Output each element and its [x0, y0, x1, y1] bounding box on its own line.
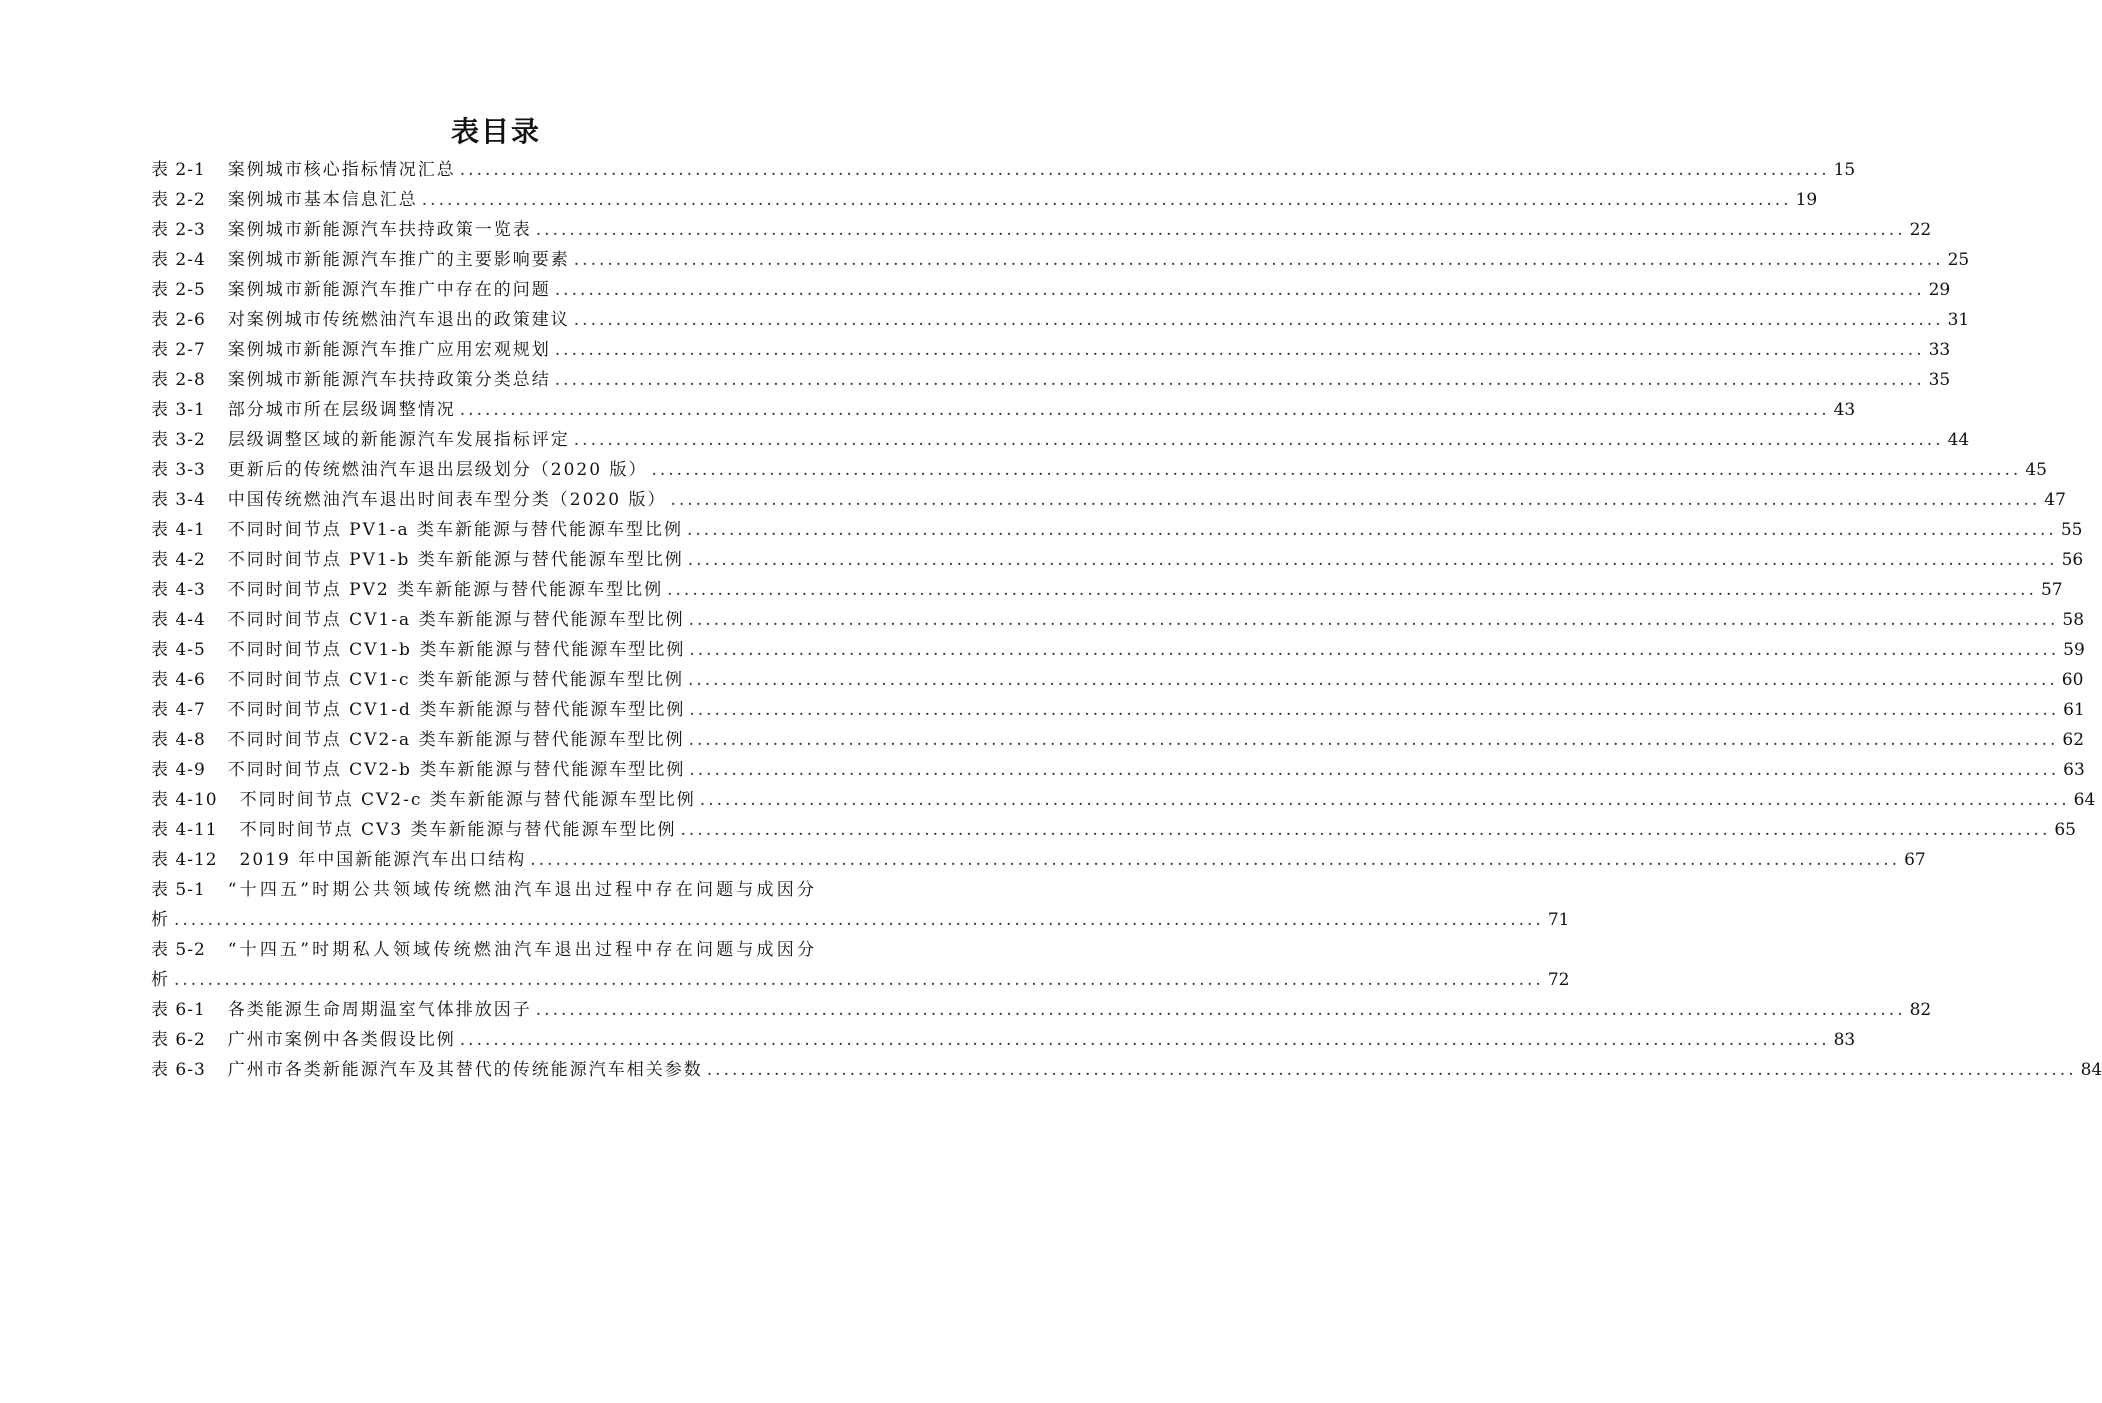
toc-leader-dots: [707, 1058, 2077, 1082]
toc-entry-number: 表 5-1: [151, 880, 206, 900]
toc-entry[interactable]: [151, 542, 2084, 572]
toc-entry-title: 不同时间节点 CV2-b 类车新能源与替代能源车型比例: [227, 760, 686, 780]
toc-entry-title: 案例城市新能源汽车推广应用宏观规划: [227, 340, 551, 360]
toc-leader-dots: [689, 758, 2059, 782]
toc-entry-title: 更新后的传统燃油汽车退出层级划分（2020 版）: [227, 460, 648, 480]
toc-entry-number: 表 3-1: [151, 400, 206, 420]
toc-entry[interactable]: [151, 1022, 1856, 1052]
toc-entry-number: 表 4-7: [151, 700, 206, 720]
toc-entry-number: 表 5-2: [151, 940, 206, 960]
toc-entry-number: 表 4-4: [151, 610, 206, 630]
toc-entry-title: 案例城市新能源汽车扶持政策一览表: [227, 220, 532, 240]
toc-entry-page-number: 57: [2040, 580, 2063, 600]
toc-entry-title: 不同时间节点 PV2 类车新能源与替代能源车型比例: [227, 580, 664, 600]
toc-entry-page-number: 33: [1928, 340, 1951, 360]
toc-leader-dots: [687, 518, 2057, 542]
toc-entry-number: 表 2-8: [151, 370, 206, 390]
toc-entry[interactable]: [151, 782, 2096, 812]
toc-entry[interactable]: [151, 722, 2085, 752]
toc-entry-page-number: 22: [1909, 220, 1932, 240]
toc-entry-title: 不同时间节点 CV1-c 类车新能源与替代能源车型比例: [227, 670, 684, 690]
toc-entry[interactable]: [151, 392, 1856, 422]
toc-entry-title: 不同时间节点 CV2-c 类车新能源与替代能源车型比例: [239, 790, 696, 810]
toc-entry-title-continuation: 析: [151, 910, 170, 930]
toc-entry[interactable]: [151, 992, 1932, 1022]
toc-entry-page-number: 55: [2060, 520, 2083, 540]
toc-entry-page-number: 84: [2080, 1060, 2102, 1080]
toc-entry-number: 表 2-6: [151, 310, 206, 330]
toc-leader-dots: [536, 998, 1906, 1022]
toc-entry-title: 中国传统燃油汽车退出时间表车型分类（2020 版）: [227, 490, 667, 510]
toc-entry-title: 不同时间节点 CV3 类车新能源与替代能源车型比例: [239, 820, 677, 840]
toc-entry-title: 案例城市基本信息汇总: [227, 190, 418, 210]
toc-entry[interactable]: [151, 302, 1970, 332]
toc-leader-dots: [174, 968, 1544, 992]
toc-entry-number: 表 2-7: [151, 340, 206, 360]
toc-entry[interactable]: [151, 692, 2085, 722]
toc-entry-title: 2019 年中国新能源汽车出口结构: [239, 850, 527, 870]
toc-entry-title: 各类能源生命周期温室气体排放因子: [227, 1000, 532, 1020]
toc-entry[interactable]: [151, 752, 2085, 782]
toc-entry-page-number: 60: [2061, 670, 2084, 690]
toc-entry-number: 表 4-3: [151, 580, 206, 600]
toc-entry-page-number: 82: [1909, 1000, 1932, 1020]
toc-entry[interactable]: [151, 452, 2047, 482]
toc-entry-page-number: 83: [1833, 1030, 1856, 1050]
toc-entry-page-number: 56: [2061, 550, 2084, 570]
toc-leader-dots: [555, 338, 1925, 362]
toc-leader-dots: [460, 1028, 1830, 1052]
toc-entry-page-number: 72: [1547, 970, 1570, 990]
toc-entry-number: 表 4-1: [151, 520, 206, 540]
toc-entry[interactable]: [151, 1052, 2102, 1082]
toc-entry-title: 案例城市核心指标情况汇总: [227, 160, 456, 180]
toc-entry[interactable]: [151, 152, 1856, 182]
page-title: 表目录: [450, 115, 541, 148]
toc-leader-dots: [460, 398, 1830, 422]
toc-entry[interactable]: [151, 482, 2066, 512]
toc-entry-page-number: 15: [1833, 160, 1856, 180]
toc-entry-number: 表 3-3: [151, 460, 206, 480]
toc-entry-number: 表 2-1: [151, 160, 206, 180]
toc-entry-number: 表 3-2: [151, 430, 206, 450]
toc-entry[interactable]: [151, 182, 1818, 212]
toc-leader-dots: [688, 668, 2058, 692]
toc-entry-number: 表 2-2: [151, 190, 206, 210]
toc-entry-page-number: 45: [2025, 460, 2047, 480]
toc-entry[interactable]: [151, 332, 1951, 362]
toc-entry-page-number: 62: [2062, 730, 2085, 750]
toc-entry-number: 表 6-1: [151, 1000, 206, 1020]
table-of-contents-list: [151, 152, 2102, 1082]
toc-leader-dots: [460, 158, 1830, 182]
toc-entry-page-number: 44: [1947, 430, 1970, 450]
toc-entry[interactable]: [151, 812, 2076, 842]
toc-entry-page-number: 65: [2054, 820, 2076, 840]
toc-leader-dots: [681, 818, 2051, 842]
toc-entry-number: 表 2-4: [151, 250, 206, 270]
toc-entry-page-number: 35: [1928, 370, 1951, 390]
toc-entry-number: 表 2-3: [151, 220, 206, 240]
toc-entry[interactable]: [151, 242, 1970, 272]
toc-entry-number: 表 6-2: [151, 1030, 206, 1050]
toc-entry-number: 表 4-8: [151, 730, 206, 750]
toc-entry-title: “十四五”时期私人领域传统燃油汽车退出过程中存在问题与成因分: [227, 940, 818, 960]
toc-entry-title: 不同时间节点 CV1-b 类车新能源与替代能源车型比例: [227, 640, 686, 660]
toc-entry-title: 不同时间节点 PV1-a 类车新能源与替代能源车型比例: [227, 520, 683, 540]
toc-entry-continuation[interactable]: [151, 902, 1570, 932]
toc-entry-page-number: 29: [1928, 280, 1951, 300]
toc-leader-dots: [689, 698, 2059, 722]
toc-entry-number: 表 4-11: [151, 820, 218, 840]
toc-entry-continuation[interactable]: [151, 962, 1570, 992]
toc-leader-dots: [574, 428, 1944, 452]
toc-entry-title: 不同时间节点 CV1-a 类车新能源与替代能源车型比例: [227, 610, 685, 630]
toc-leader-dots: [689, 608, 2059, 632]
toc-entry-title: “十四五”时期公共领域传统燃油汽车退出过程中存在问题与成因分: [227, 880, 818, 900]
toc-leader-dots: [651, 458, 2021, 482]
toc-entry-number: 表 4-6: [151, 670, 206, 690]
toc-leader-dots: [574, 248, 1944, 272]
toc-entry-page-number: 47: [2044, 490, 2066, 510]
toc-leader-dots: [555, 278, 1925, 302]
toc-entry[interactable]: [151, 842, 1926, 872]
toc-entry-page-number: 71: [1547, 910, 1570, 930]
toc-entry[interactable]: [151, 872, 843, 902]
toc-entry-number: 表 4-2: [151, 550, 206, 570]
toc-entry-number: 表 2-5: [151, 280, 206, 300]
toc-entry[interactable]: [151, 632, 2085, 662]
toc-leader-dots: [700, 788, 2070, 812]
toc-leader-dots: [174, 908, 1544, 932]
toc-entry-page-number: 58: [2062, 610, 2085, 630]
toc-entry-number: 表 4-12: [151, 850, 218, 870]
toc-leader-dots: [689, 728, 2059, 752]
toc-entry[interactable]: [151, 662, 2084, 692]
toc-entry-title: 对案例城市传统燃油汽车退出的政策建议: [227, 310, 570, 330]
toc-entry-title: 不同时间节点 PV1-b 类车新能源与替代能源车型比例: [227, 550, 684, 570]
toc-entry[interactable]: [151, 932, 843, 962]
toc-entry[interactable]: [151, 512, 2083, 542]
toc-entry-number: 表 4-5: [151, 640, 206, 660]
toc-entry-title: 部分城市所在层级调整情况: [227, 400, 456, 420]
toc-entry[interactable]: [151, 362, 1951, 392]
toc-entry-page-number: 61: [2063, 700, 2085, 720]
toc-entry-title-continuation: 析: [151, 970, 170, 990]
toc-leader-dots: [555, 368, 1925, 392]
toc-entry-page-number: 19: [1795, 190, 1818, 210]
toc-entry-title: 案例城市新能源汽车推广的主要影响要素: [227, 250, 570, 270]
toc-entry[interactable]: [151, 422, 1970, 452]
toc-entry-number: 表 4-9: [151, 760, 206, 780]
toc-entry[interactable]: [151, 212, 1932, 242]
toc-leader-dots: [536, 218, 1906, 242]
toc-entry[interactable]: [151, 272, 1951, 302]
toc-entry-page-number: 64: [2073, 790, 2096, 810]
toc-entry-number: 表 3-4: [151, 490, 206, 510]
toc-entry-title: 不同时间节点 CV2-a 类车新能源与替代能源车型比例: [227, 730, 685, 750]
toc-entry-page-number: 25: [1947, 250, 1970, 270]
toc-entry-page-number: 63: [2063, 760, 2085, 780]
toc-entry-title: 不同时间节点 CV1-d 类车新能源与替代能源车型比例: [227, 700, 686, 720]
toc-entry-title: 层级调整区域的新能源汽车发展指标评定: [227, 430, 570, 450]
toc-entry-title: 案例城市新能源汽车推广中存在的问题: [227, 280, 551, 300]
toc-leader-dots: [688, 548, 2058, 572]
toc-entry-number: 表 6-3: [151, 1060, 206, 1080]
toc-leader-dots: [670, 488, 2040, 512]
toc-entry-title: 广州市各类新能源汽车及其替代的传统能源汽车相关参数: [227, 1060, 703, 1080]
toc-entry[interactable]: [151, 602, 2085, 632]
toc-leader-dots: [422, 188, 1792, 212]
toc-leader-dots: [689, 638, 2059, 662]
toc-entry-number: 表 4-10: [151, 790, 218, 810]
toc-leader-dots: [667, 578, 2037, 602]
toc-entry-page-number: 31: [1947, 310, 1970, 330]
toc-entry-page-number: 67: [1904, 850, 1926, 870]
toc-leader-dots: [574, 308, 1944, 332]
toc-entry-title: 案例城市新能源汽车扶持政策分类总结: [227, 370, 551, 390]
toc-leader-dots: [530, 848, 1900, 872]
toc-entry-page-number: 59: [2063, 640, 2085, 660]
toc-entry[interactable]: [151, 572, 2063, 602]
toc-entry-page-number: 43: [1833, 400, 1856, 420]
toc-entry-title: 广州市案例中各类假设比例: [227, 1030, 456, 1050]
